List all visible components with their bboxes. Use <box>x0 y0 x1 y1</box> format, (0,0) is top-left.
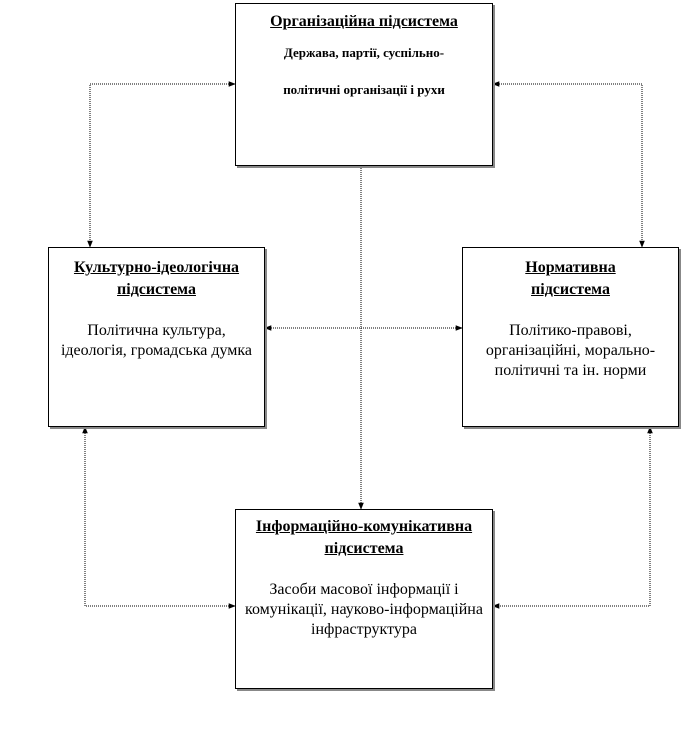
organizational-subsystem-line1: Держава, партії, суспільно- <box>283 45 445 60</box>
organizational-subsystem-box <box>235 3 493 166</box>
cultural-ideological-subsystem-box <box>48 247 265 427</box>
normative-subsystem-title: Нормативна підсистема <box>525 259 616 298</box>
cultural-ideological-subsystem-title: Культурно-ідеологічна підсистема <box>73 259 240 298</box>
informational-communicative-subsystem-title: Інформаційно-комунікативна підсистема <box>255 518 473 557</box>
connector-cultural-informational <box>85 427 235 606</box>
connector-normative-informational <box>493 427 650 606</box>
connector-org-normative <box>493 84 642 247</box>
informational-communicative-subsystem-body: Засоби масової інформації і комунікації, науково-інформаційна інфраструктура <box>245 581 483 638</box>
normative-subsystem-body: Політико-правові, організаційні, морально-політичні та ін. норми <box>485 322 656 379</box>
informational-communicative-subsystem-box <box>235 509 493 689</box>
organizational-subsystem-title: Організаційна підсистема <box>270 13 458 30</box>
normative-subsystem-box <box>462 247 679 427</box>
organizational-subsystem-line2: політичні організації і рухи <box>283 82 445 97</box>
cultural-ideological-subsystem-body: Політична культура, ідеологія, громадська думка <box>60 322 253 359</box>
connector-org-cultural <box>90 84 235 247</box>
